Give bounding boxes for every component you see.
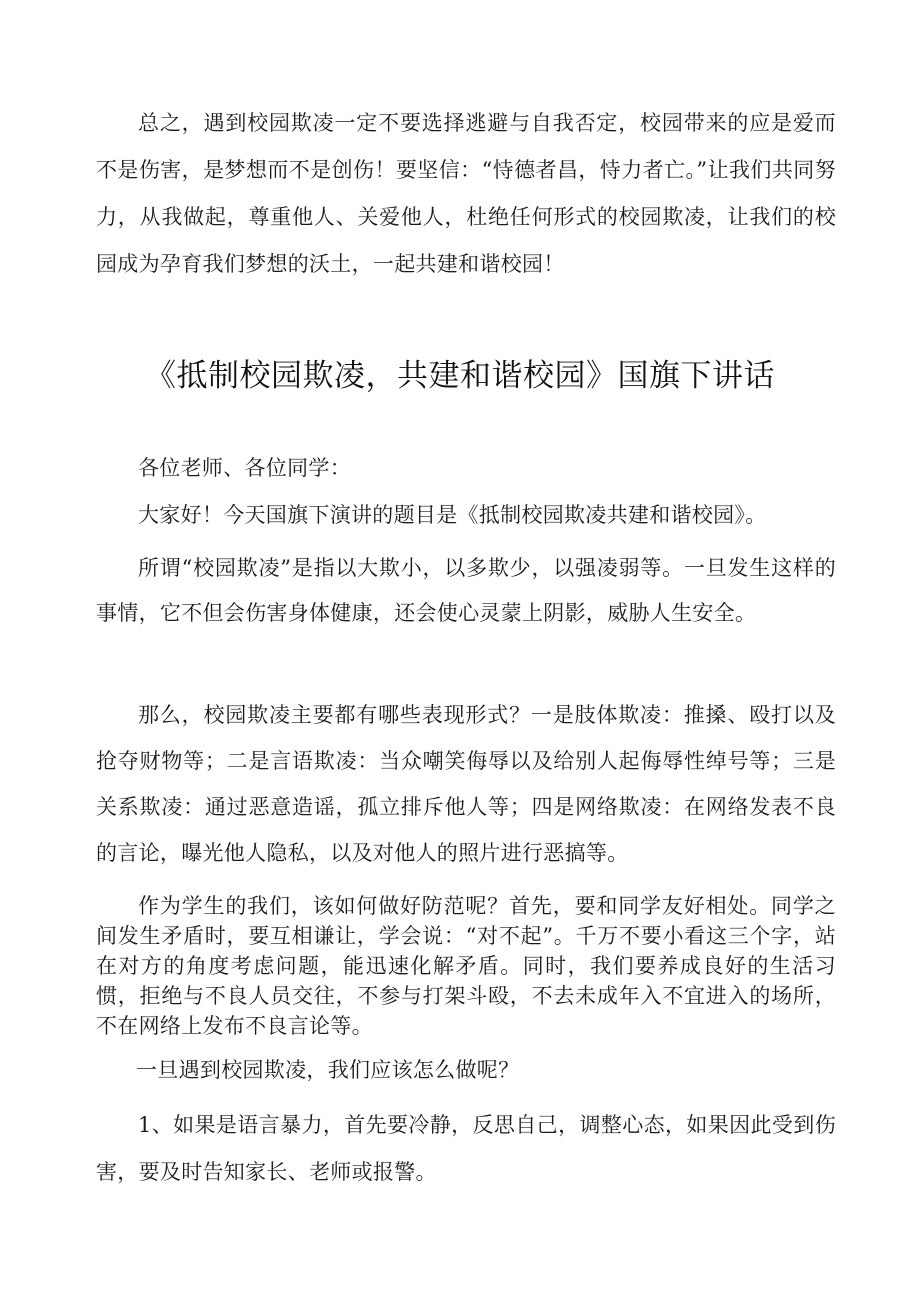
prevention-paragraph: 作为学生的我们，该如何做好防范呢？首先，要和同学友好相处。同学之间发生矛盾时，要互相谦让，学会说：“对不起”。千万不要小看这三个字，站在对方的角度考虑问题，能迅速化解矛盾。同时，我们要养成良好的生活习惯，拒绝与不良人员交往，不参与打架斗殴，不去未成年入不宜进入的场所，不在网络上发布不良言论等。 bbox=[96, 894, 836, 1038]
greeting-paragraph: 各位老师、各位同学： bbox=[138, 456, 351, 480]
speech-title: 《抵制校园欺凌，共建和谐校园》国旗下讲话 bbox=[145, 358, 775, 394]
opening-paragraph: 大家好！今天国旗下演讲的题目是《抵制校园欺凌共建和谐校园》。 bbox=[138, 503, 767, 527]
question-paragraph: 一旦遇到校园欺凌，我们应该怎么做呢？ bbox=[136, 1058, 520, 1082]
item-1-paragraph: 1、如果是语言暴力，首先要冷静，反思自己，调整心态，如果因此受到伤害，要及时告知家长、老师或报警。 bbox=[96, 1113, 836, 1184]
definition-paragraph: 所谓“校园欺凌”是指以大欺小，以多欺少，以强凌弱等。一旦发生这样的事情，它不但会伤害身体健康，还会使心灵蒙上阴影，威胁人生安全。 bbox=[96, 556, 836, 625]
closing-paragraph: 总之，遇到校园欺凌一定不要选择逃避与自我否定，校园带来的应是爱而不是伤害，是梦想而不是创伤！要坚信：“恃德者昌，恃力者亡。”让我们共同努力，从我做起，尊重他人、关爱他人，杜绝任何形式的校园欺凌，让我们的校园成为孕育我们梦想的沃土，一起共建和谐校园！ bbox=[96, 111, 836, 276]
forms-paragraph: 那么，校园欺凌主要都有哪些表现形式？一是肢体欺凌：推搡、殴打以及抢夺财物等；二是言语欺凌：当众嘲笑侮辱以及给别人起侮辱性绰号等；三是关系欺凌：通过恶意造谣，孤立排斥他人等；四是网络欺凌：在网络发表不良的言论，曝光他人隐私，以及对他人的照片进行恶搞等。 bbox=[96, 703, 836, 865]
